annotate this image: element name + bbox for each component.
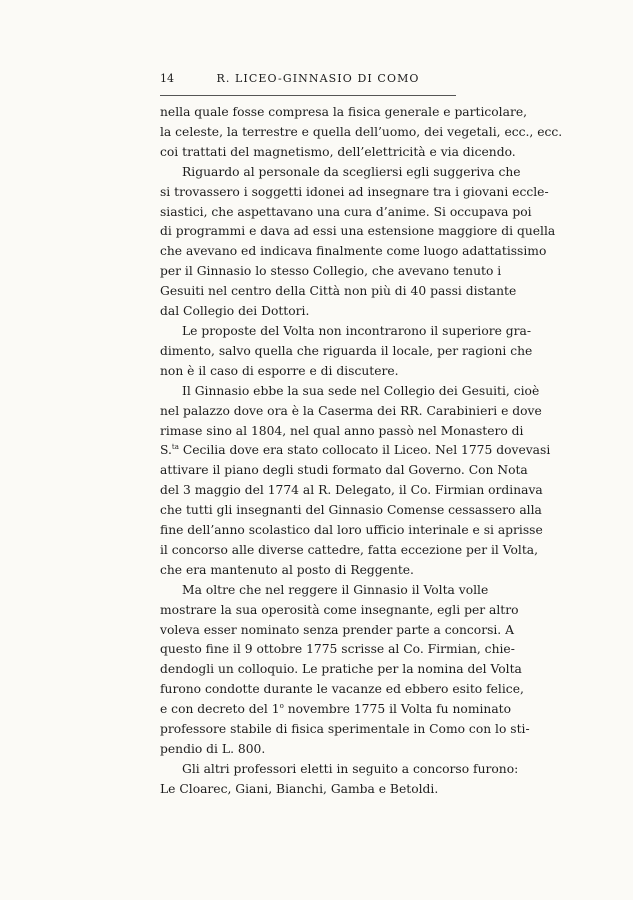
running-title: R. LICEO-GINNASIO DI COMO: [216, 72, 420, 85]
text-line: S.$^{ta}$ Cecilia dove era stato collocato il Liceo. Nel 1775 dovevasi: [160, 443, 551, 458]
text-line: Le proposte del Volta non incontrarono il superiore gra-: [182, 323, 532, 338]
text-line: e con decreto del 1$^o$ novembre 1775 il Volta fu nominato: [160, 702, 512, 717]
text-line: nella quale fosse compresa la fisica generale e particolare,: [160, 105, 528, 119]
text-line: dendogli un colloquio. Le pratiche per la nomina del Volta: [160, 662, 522, 677]
text-line: rimase sino al 1804, nel qual anno passò nel Monastero di: [160, 423, 524, 438]
header-rule: [160, 95, 456, 96]
text-line: coi trattati del magnetismo, dell’elettricità e via dicendo.: [160, 144, 516, 159]
text-line: che era mantenuto al posto di Reggente.: [160, 562, 414, 577]
page-number: 14: [160, 72, 174, 85]
text-line: il concorso alle diverse cattedre, fatta eccezione per il Volta,: [160, 542, 539, 557]
text-line: che tutti gli insegnanti del Ginnasio Comense cessassero alla: [160, 503, 542, 518]
text-line: del 3 maggio del 1774 al R. Delegato, il Co. Firmian ordinava: [160, 483, 543, 498]
text-line: Gli altri professori eletti in seguito a concorso furono:: [182, 761, 519, 776]
text-line: che avevano ed indicava finalmente come luogo adattatissimo: [160, 244, 547, 259]
text-line: professore stabile di fisica sperimentale in Como con lo sti-: [160, 722, 530, 737]
text-line: Gesuiti nel centro della Città non più di 40 passi distante: [160, 284, 517, 299]
text-line: mostrare la sua operosità come insegnante, egli per altro: [160, 602, 519, 617]
text-line: questo fine il 9 ottobre 1775 scrisse al Co. Firmian, chie-: [160, 642, 515, 657]
text-line: dal Collegio dei Dottori.: [160, 304, 310, 319]
text-line: di programmi e dava ad essi una estensione maggiore di quella: [160, 224, 556, 239]
text-line: Riguardo al personale da scegliersi egli suggeriva che: [182, 164, 521, 179]
text-line: Le Cloarec, Giani, Bianchi, Gamba e Betoldi.: [160, 781, 439, 796]
text-line: attivare il piano degli studi formato dal Governo. Con Nota: [160, 463, 528, 478]
text-line: nel palazzo dove ora è la Caserma dei RR. Carabinieri e dove: [160, 403, 542, 418]
text-line: furono condotte durante le vacanze ed ebbero esito felice,: [160, 682, 524, 697]
text-line: la celeste, la terrestre e quella dell’uomo, dei vegetali, ecc., ecc.: [160, 124, 563, 139]
text-line: Il Ginnasio ebbe la sua sede nel Collegio dei Gesuiti, cioè: [182, 383, 540, 398]
text-line: Ma oltre che nel reggere il Ginnasio il Volta volle: [182, 582, 489, 597]
text-line: voleva esser nominato senza prender parte a concorsi. A: [160, 622, 515, 637]
text-line: fine dell’anno scolastico dal loro ufficio interinale e si aprisse: [160, 523, 543, 538]
body-text: [160, 103, 563, 800]
text-line: per il Ginnasio lo stesso Collegio, che avevano tenuto i: [160, 264, 502, 279]
text-line: non è il caso di esporre e di discutere.: [160, 363, 399, 378]
text-line: pendio di L. 800.: [160, 742, 266, 756]
text-line: si trovassero i soggetti idonei ad insegnare tra i giovani eccle-: [160, 184, 549, 199]
text-line: dimento, salvo quella che riguarda il locale, per ragioni che: [160, 343, 533, 358]
page-header: [160, 72, 456, 85]
text-line: siastici, che aspettavano una cura d’anime. Si occupava poi: [160, 204, 532, 219]
